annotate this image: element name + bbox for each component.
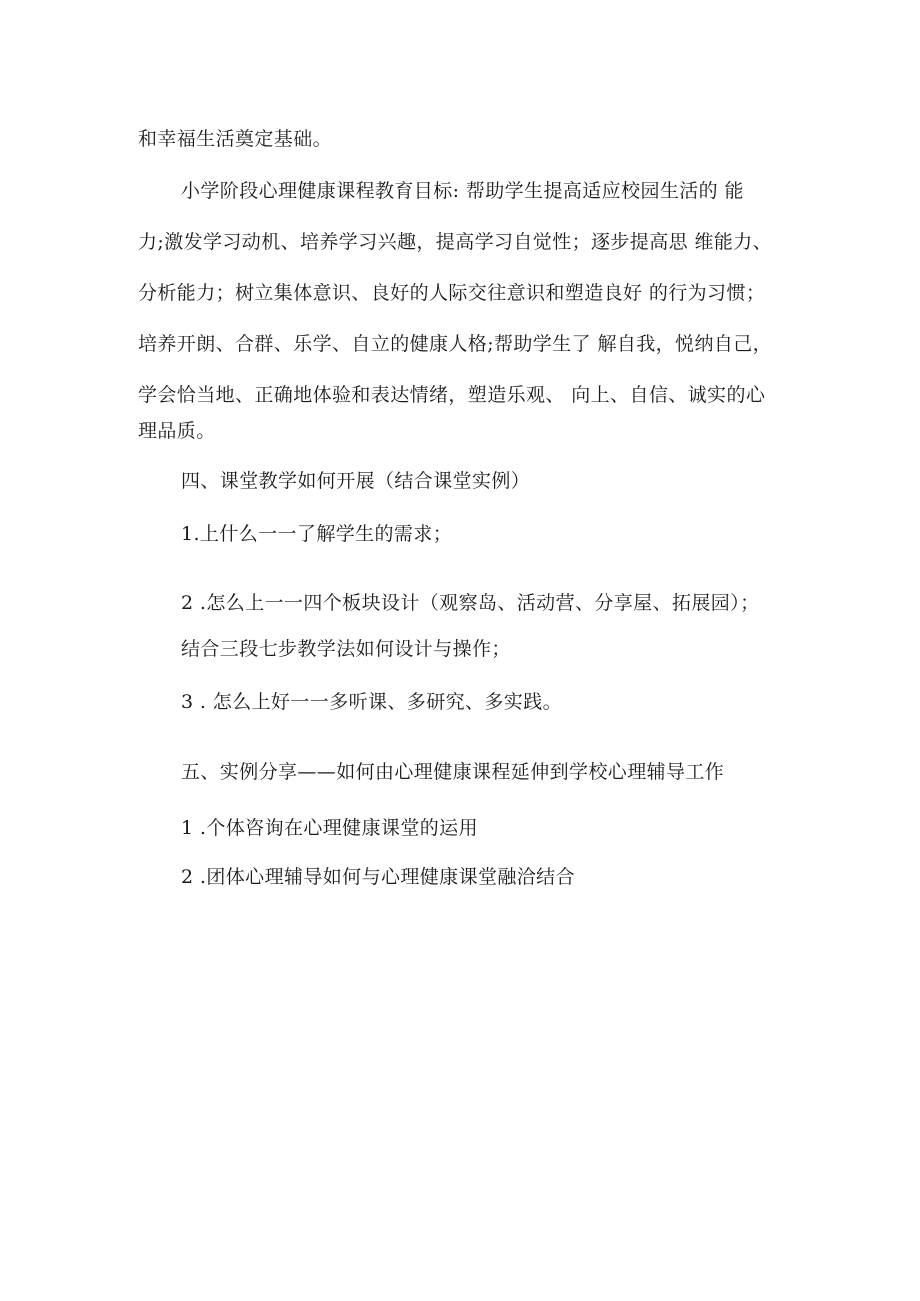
section-5-item-2: 2 .团体心理辅导如何与心理健康课堂融洽结合 [181,866,575,888]
goals-line-2: 力;激发学习动机、培养学习兴趣，提高学习自觉性；逐步提高思 维能力、 [138,231,773,253]
section-4-item-2-line-1: 2 .怎么上一一四个板块设计（观察岛、活动营、分享屋、拓展园）； [181,592,760,614]
paragraph-continuation: 和幸福生活奠定基础。 [138,128,333,150]
section-4-item-2-line-2: 结合三段七步教学法如何设计与操作； [181,638,511,660]
section-4-item-1: 1.上什么一一了解学生的需求； [181,523,453,545]
goals-line-4: 培养开朗、合群、乐学、自立的健康人格;帮助学生了 解自我，悦纳自己， [138,333,773,355]
section-5-heading: 五、实例分享——如何由心理健康课程延伸到学校心理辅导工作 [181,761,725,783]
section-4-heading: 四、课堂教学如何开展（结合课堂实例） [181,470,531,492]
goals-line-1: 小学阶段心理健康课程教育目标: 帮助学生提高适应校园生活的 能 [181,180,744,202]
section-5-item-1: 1 .个体咨询在心理健康课堂的运用 [181,817,478,839]
goals-line-6: 理品质。 [138,420,216,442]
section-4-item-3: 3 . 怎么上好一一多听课、多研究、多实践。 [181,691,563,713]
goals-line-5: 学会恰当地、正确地体验和表达情绪，塑造乐观、 向上、自信、诚实的心 [138,384,766,406]
goals-line-3: 分析能力；树立集体意识、良好的人际交往意识和塑造良好 的行为习惯； [138,282,766,304]
